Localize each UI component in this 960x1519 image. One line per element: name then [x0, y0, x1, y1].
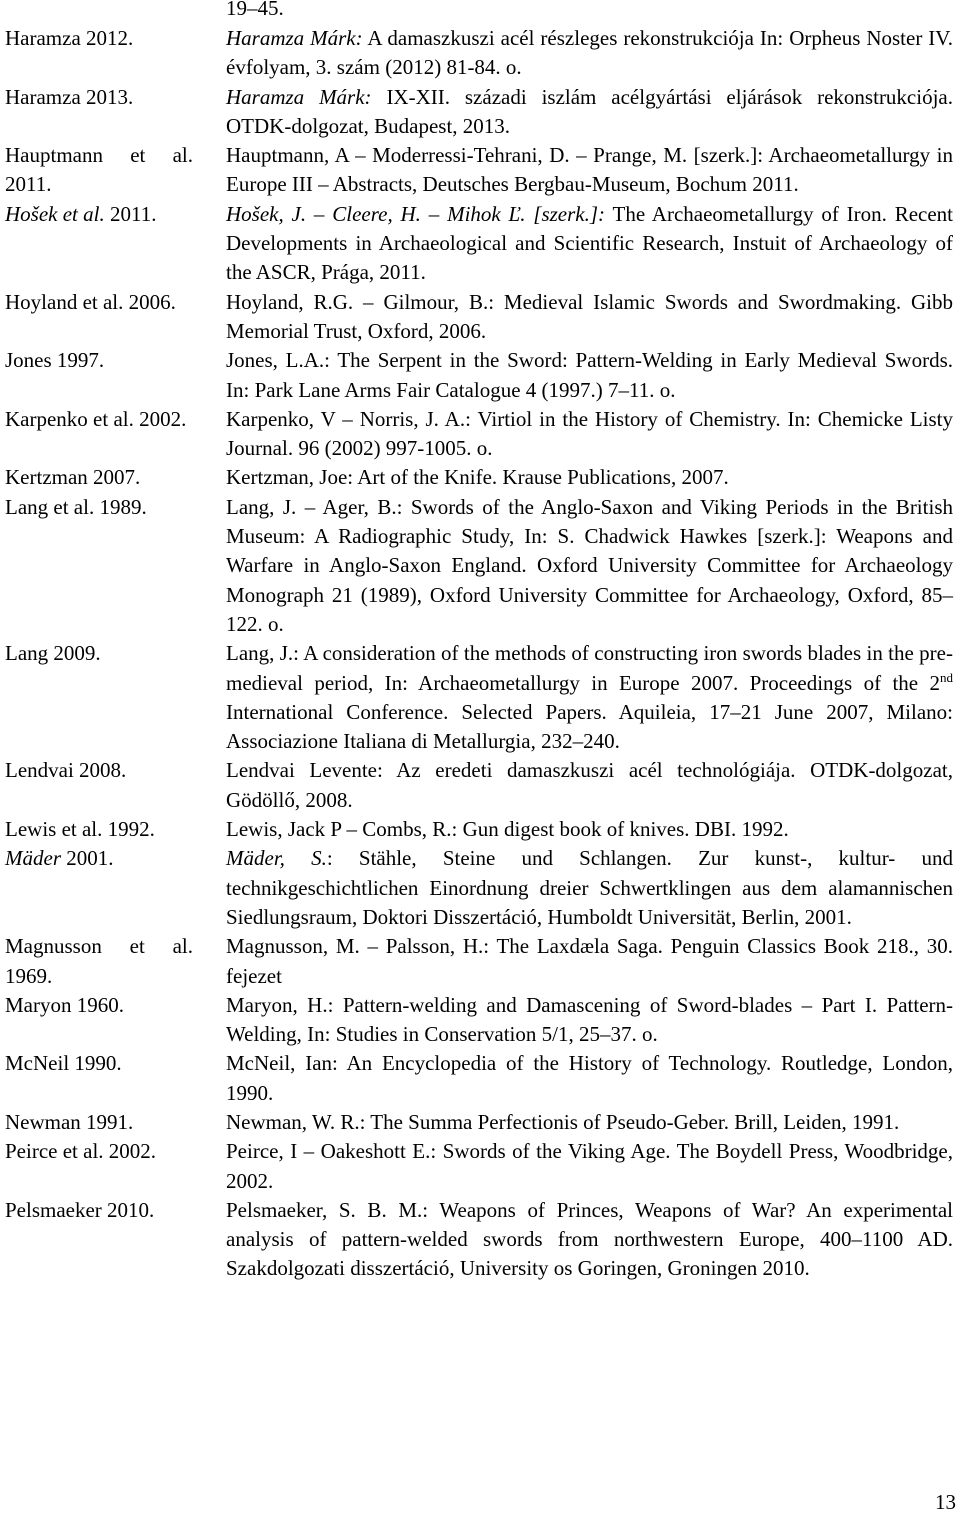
- reference-key: McNeil 1990.: [5, 1051, 122, 1076]
- reference-key: Lendvai 2008.: [5, 758, 127, 783]
- reference-entry: [5, 844, 953, 932]
- reference-key: Lang et al. 1989.: [5, 494, 147, 519]
- reference-key: Mäder 2001.: [5, 846, 114, 871]
- reference-key: Magnusson et al. 1969.: [5, 934, 193, 988]
- reference-entry: [5, 24, 953, 83]
- reference-citation: Jones, L.A.: The Serpent in the Sword: Pattern-Welding in Early Medieval Swords. In: Park Lane Arms Fair Catalogue 4 (1997.) 7–11. o.: [226, 348, 953, 402]
- page-number: 13: [935, 1490, 956, 1514]
- reference-citation: Peirce, I – Oakeshott E.: Swords of the Viking Age. The Boydell Press, Woodbridge, 2002.: [226, 1139, 953, 1193]
- reference-entry: [5, 493, 953, 639]
- reference-entry: [5, 288, 953, 347]
- reference-entry: [5, 83, 953, 142]
- reference-author: Hošek, J. – Cleere, H. – Mihok Ľ. [szerk.]:: [226, 201, 606, 226]
- reference-key: Haramza 2012.: [5, 26, 134, 50]
- reference-key: Karpenko et al. 2002.: [5, 406, 187, 431]
- reference-author: Haramza Márk:: [226, 84, 372, 109]
- reference-key: Kertzman 2007.: [5, 465, 141, 490]
- reference-key: Haramza 2013.: [5, 84, 134, 109]
- bibliography-table: [5, 24, 953, 1284]
- reference-citation: Lewis, Jack P – Combs, R.: Gun digest book of knives. DBI. 1992.: [226, 817, 789, 842]
- reference-key: Jones 1997.: [5, 348, 105, 373]
- reference-citation: Pelsmaeker, S. B. M.: Weapons of Princes, Weapons of War? An experimental analysis of pattern-welded swords from northwestern Europe, 400–1100 AD. Szakdolgozati disszertáció, University os Goringen, Groningen 2010.: [226, 1197, 953, 1281]
- reference-key: Peirce et al. 2002.: [5, 1139, 157, 1164]
- reference-citation: Magnusson, M. – Palsson, H.: The Laxdæla Saga. Penguin Classics Book 218., 30. fejezet: [226, 934, 953, 988]
- reference-citation: Mäder, S.: Stähle, Steine und Schlangen. Zur kunst-, kultur- und technikgeschichtlichen Einordnung dreier Schwertklingen aus dem alamannischen Siedlungsraum, Doktori Disszertáció, Humboldt Universität, Berlin, 2001.: [226, 846, 953, 929]
- continued-citation-fragment: 19–45.: [226, 0, 284, 20]
- reference-entry: [5, 1108, 953, 1137]
- reference-key: Pelsmaeker 2010.: [5, 1197, 155, 1222]
- reference-citation: Haramza Márk: A damaszkuszi acél részleges rekonstrukciója In: Orpheus Noster IV. évfolyam, 3. szám (2012) 81-84. o.: [226, 26, 953, 80]
- reference-key: Hauptmann et al. 2011.: [5, 143, 193, 197]
- reference-author: Mäder, S.: [226, 846, 327, 871]
- reference-citation: Kertzman, Joe: Art of the Knife. Krause Publications, 2007.: [226, 465, 729, 490]
- reference-entry: [5, 815, 953, 844]
- reference-entry: [5, 463, 953, 492]
- reference-entry: [5, 405, 953, 464]
- reference-citation: Lendvai Levente: Az eredeti damaszkuszi acél technológiája. OTDK-dolgozat, Gödöllő, 2008.: [226, 758, 953, 812]
- reference-author: Haramza Márk:: [226, 26, 363, 50]
- reference-citation: Maryon, H.: Pattern-welding and Damascening of Sword-blades – Part I. Pattern-Welding, In: Studies in Conservation 5/1, 25–37. o.: [226, 992, 953, 1047]
- reference-entry: [5, 932, 953, 991]
- reference-citation: Newman, W. R.: The Summa Perfectionis of Pseudo-Geber. Brill, Leiden, 1991.: [226, 1109, 900, 1134]
- reference-entry: [5, 991, 953, 1050]
- reference-citation: Hauptmann, A – Moderressi-Tehrani, D. – Prange, M. [szerk.]: Archaeometallurgy in Europe III – Abstracts, Deutsches Bergbau-Museum, Bochum 2011.: [226, 143, 953, 197]
- reference-entry: [5, 639, 953, 756]
- reference-citation: Hošek, J. – Cleere, H. – Mihok Ľ. [szerk.]: The Archaeometallurgy of Iron. Recent Developments in Archaeological and Scientific Research, Instuit of Archaeology of the ASCR, Prága, 2011.: [226, 201, 953, 285]
- reference-key: Lewis et al. 1992.: [5, 817, 155, 842]
- reference-entry: [5, 1196, 953, 1284]
- reference-citation: Lang, J. – Ager, B.: Swords of the Anglo-Saxon and Viking Periods in the British Museum: A Radiographic Study, In: S. Chadwick Hawkes [szerk.]: Weapons and Warfare in Anglo-Saxon England. Oxford University Committee for Archaeology Monograph 21 (1989), Oxford University Committee for Archaeology, Oxford, 85–122. o.: [226, 494, 953, 636]
- reference-key: Hoyland et al. 2006.: [5, 289, 176, 314]
- reference-citation: Haramza Márk: IX-XII. századi iszlám acélgyártási eljárások rekonstrukciója. OTDK-dolgozat, Budapest, 2013.: [226, 84, 953, 138]
- reference-citation: Hoyland, R.G. – Gilmour, B.: Medieval Islamic Swords and Swordmaking. Gibb Memorial Trust, Oxford, 2006.: [226, 289, 953, 343]
- reference-citation: Karpenko, V – Norris, J. A.: Virtiol in the History of Chemistry. In: Chemicke Listy Journal. 96 (2002) 997-1005. o.: [226, 406, 953, 461]
- reference-citation: McNeil, Ian: An Encyclopedia of the History of Technology. Routledge, London, 1990.: [226, 1051, 953, 1105]
- reference-key: Newman 1991.: [5, 1109, 134, 1134]
- reference-entry: [5, 756, 953, 815]
- reference-entry: [5, 1137, 953, 1196]
- reference-entry: [5, 200, 953, 288]
- reference-key: Hošek et al. 2011.: [5, 201, 157, 226]
- reference-entry: [5, 346, 953, 405]
- reference-entry: [5, 1049, 953, 1108]
- reference-key: Lang 2009.: [5, 641, 101, 666]
- reference-citation: Lang, J.: A consideration of the methods of constructing iron swords blades in the pre-medieval period, In: Archaeometallurgy in Europe 2007. Proceedings of the 2nd International Conference. Selected Papers. Aquileia, 17–21 June 2007, Milano: Associazione Italiana di Metallurgia, 232–240.: [226, 641, 953, 754]
- reference-entry: [5, 141, 953, 200]
- reference-key: Maryon 1960.: [5, 992, 124, 1017]
